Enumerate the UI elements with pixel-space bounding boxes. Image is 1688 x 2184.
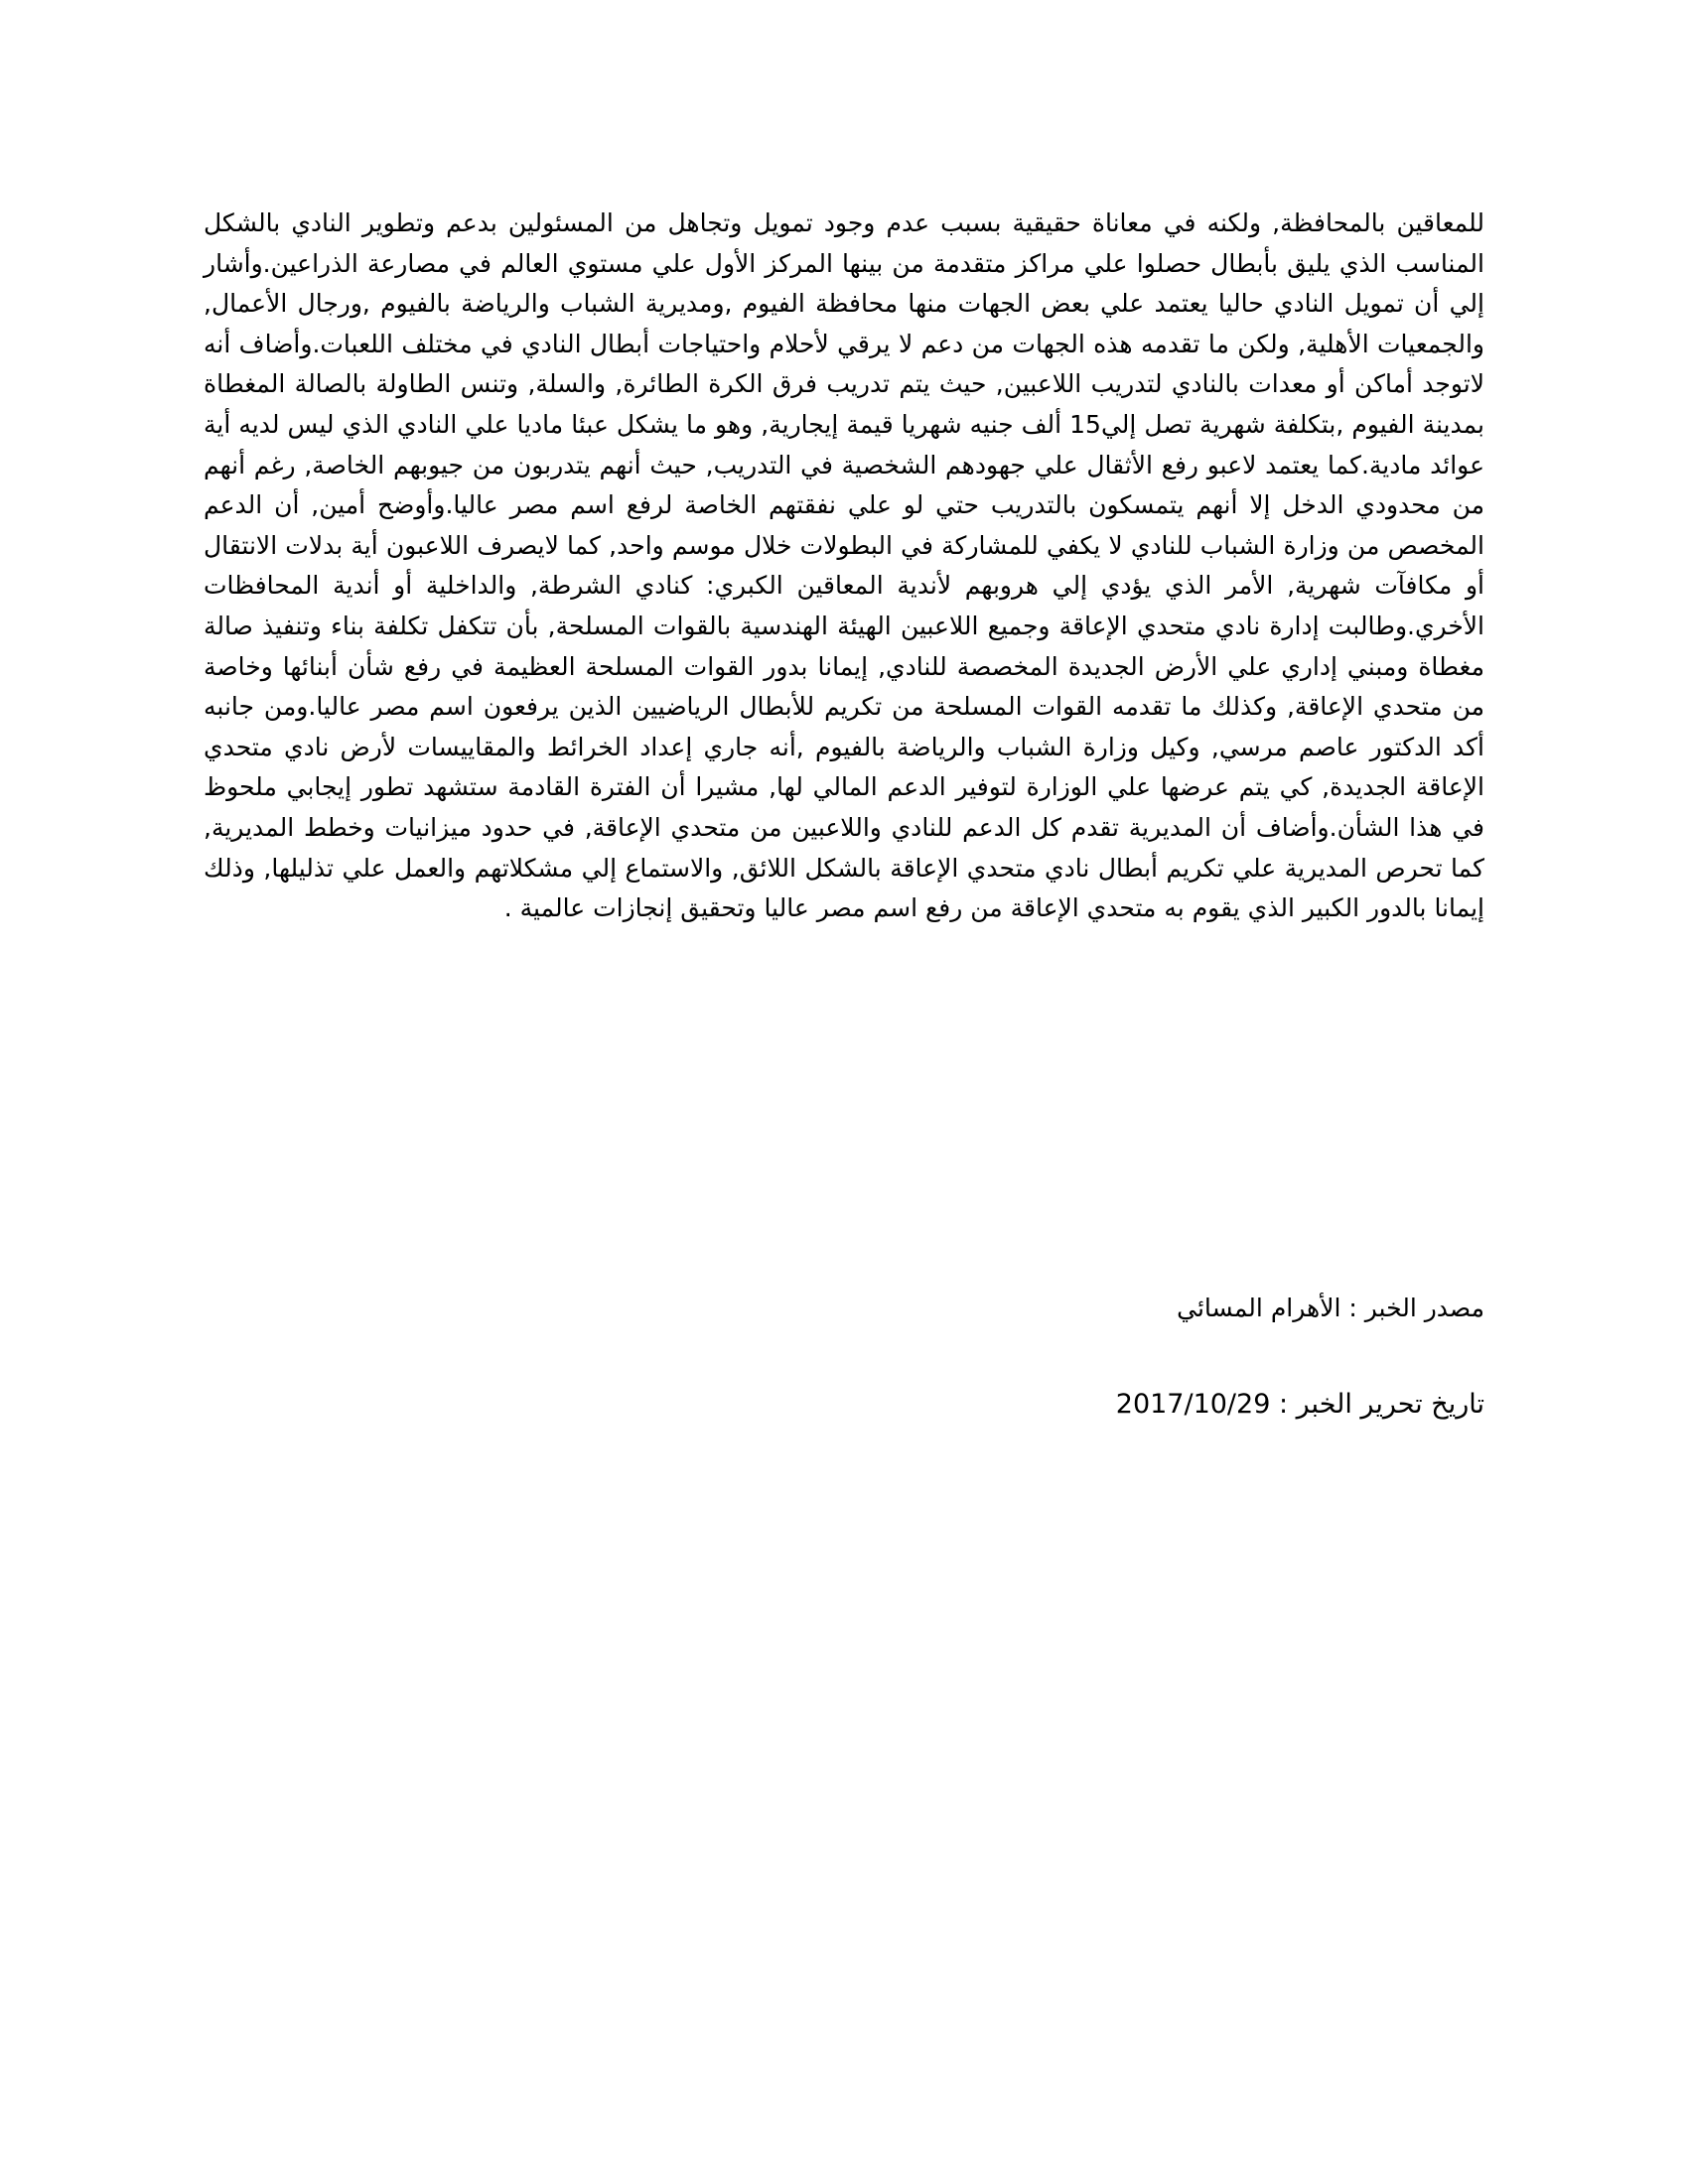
news-source-line bbox=[204, 1289, 1484, 1328]
edit-date-label: تاريخ تحرير الخبر : bbox=[1270, 1389, 1484, 1420]
article-body-text: للمعاقين بالمحافظة, ولكنه في معاناة حقيقية بسبب عدم وجود تمويل وتجاهل من المسئولين بدعم وتطوير النادي بالشكل المناسب الذي يليق بأبطال حصلوا علي مراكز متقدمة من بينها المركز الأول علي مستوي العالم في مصارعة الذراعين.وأشار إلي أن تمويل النادي حاليا يعتمد علي بعض الجهات منها محافظة الفيوم ,ومديرية الشباب والرياضة بالفيوم ,ورجال الأعمال, والجمعيات الأهلية, ولكن ما تقدمه هذه الجهات من دعم لا يرقي لأحلام واحتياجات أبطال النادي في مختلف اللعبات.وأضاف أنه لاتوجد أماكن أو معدات بالنادي لتدريب اللاعبين, حيث يتم تدريب فرق الكرة الطائرة, والسلة, وتنس الطاولة بالصالة المغطاة بمدينة الفيوم ,بتكلفة شهرية تصل إلي15 ألف جنيه شهريا قيمة إيجارية, وهو ما يشكل عبئا ماديا علي النادي الذي ليس لديه أية عوائد مادية.كما يعتمد لاعبو رفع الأثقال علي جهودهم الشخصية في التدريب, حيث أنهم يتدربون من جيوبهم الخاصة, رغم أنهم من محدودي الدخل إلا أنهم يتمسكون بالتدريب حتي لو علي نفقتهم الخاصة لرفع اسم مصر عاليا.وأوضح أمين, أن الدعم المخصص من وزارة الشباب للنادي لا يكفي للمشاركة في البطولات خلال موسم واحد, كما لايصرف اللاعبون أية بدلات الانتقال أو مكافآت شهرية, الأمر الذي يؤدي إلي هروبهم لأندية المعاقين الكبري: كنادي الشرطة, والداخلية أو أندية المحافظات الأخري.وطالبت إدارة نادي متحدي الإعاقة وجميع اللاعبين الهيئة الهندسية بالقوات المسلحة, بأن تتكفل تكلفة بناء وتنفيذ صالة مغطاة ومبني إداري علي الأرض الجديدة المخصصة للنادي, إيمانا بدور القوات المسلحة العظيمة في رفع شأن أبنائها وخاصة من متحدي الإعاقة, وكذلك ما تقدمه القوات المسلحة من تكريم للأبطال الرياضيين الذين يرفعون اسم مصر عاليا.ومن جانبه أكد الدكتور عاصم مرسي, وكيل وزارة الشباب والرياضة بالفيوم ,أنه جاري إعداد الخرائط والمقاييسات لأرض نادي متحدي الإعاقة الجديدة, كي يتم عرضها علي الوزارة لتوفير الدعم المالي لها, مشيرا أن الفترة القادمة ستشهد تطور إيجابي ملحوظ في هذا الشأن.وأضاف أن المديرية تقدم كل الدعم للنادي واللاعبين من متحدي الإعاقة, في حدود ميزانيات وخطط المديرية, كما تحرص المديرية علي تكريم أبطال نادي متحدي الإعاقة بالشكل اللائق, والاستماع إلي مشكلاتهم والعمل علي تذليلها, وذلك إيمانا بالدور الكبير الذي يقوم به متحدي الإعاقة من رفع اسم مصر عاليا وتحقيق إنجازات عالمية . bbox=[204, 208, 1485, 923]
news-source-text: مصدر الخبر : الأهرام المسائي bbox=[1177, 1294, 1484, 1322]
edit-date-line bbox=[204, 1385, 1484, 1425]
edit-date-value: 2017/10/29 bbox=[1115, 1389, 1271, 1420]
